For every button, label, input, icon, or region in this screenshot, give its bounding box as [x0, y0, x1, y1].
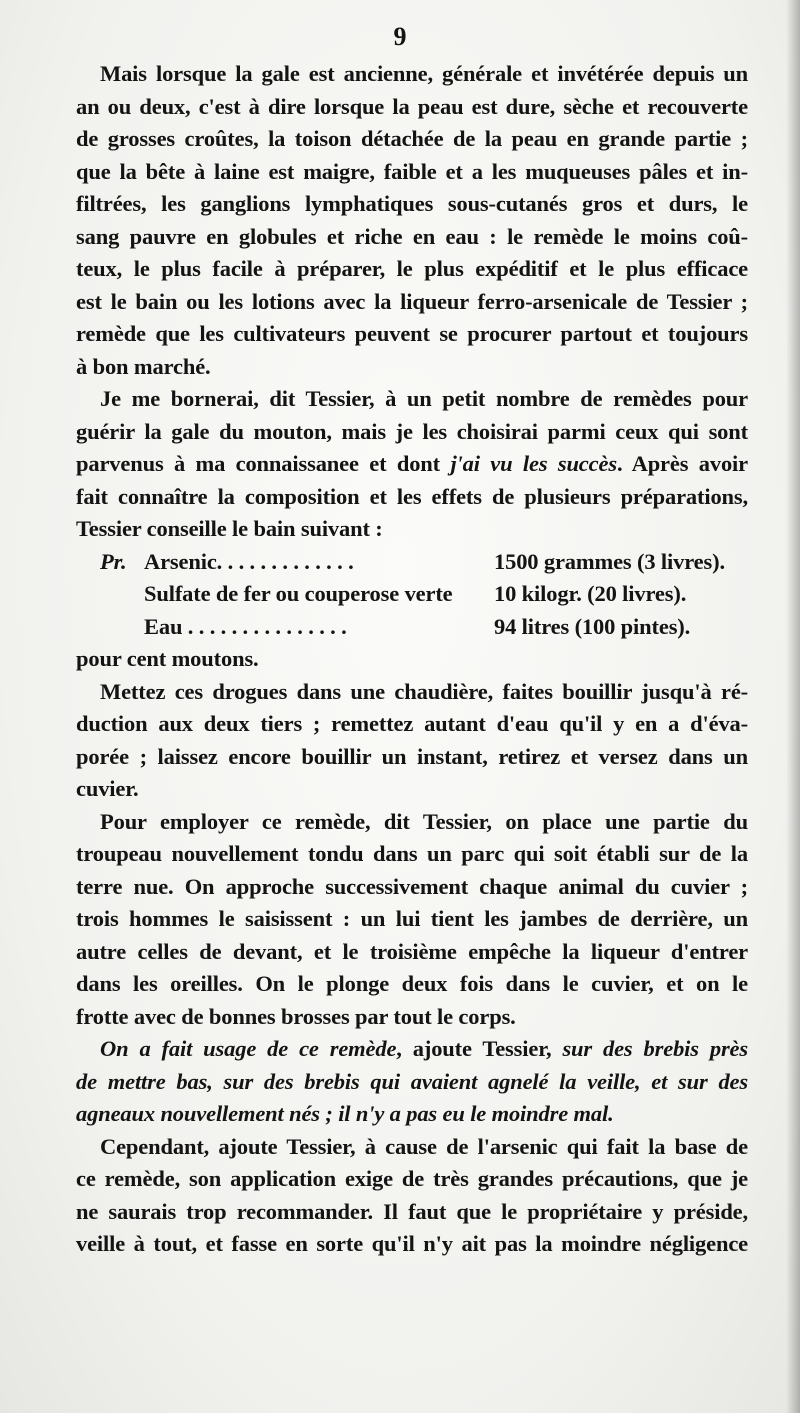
text-line — [76, 448, 748, 481]
text-segment: . Après avoir — [616, 451, 748, 476]
recipe-item: Eau . . . . . . . . . . . . . . . — [144, 613, 347, 639]
text-line — [76, 1033, 748, 1066]
paragraph-6 — [76, 1131, 748, 1261]
recipe-list — [76, 546, 748, 676]
recipe-amount: 1500 grammes (3 livres). — [494, 548, 725, 574]
text-segment: , ajoute Tessier, — [396, 1036, 563, 1061]
text-line: remède que les cultivateurs peuvent se procurer partout et toujours — [76, 321, 748, 346]
text-line: terre nue. On approche successivement chaque animal du cuvier ; — [76, 873, 748, 899]
text-line: trois hommes le saisissent : un lui tient les jambes de derrière, un — [76, 906, 748, 931]
recipe-amount: 10 kilogr. (20 livres). — [494, 581, 687, 606]
text-line: Mettez ces drogues dans une chaudière, faites bouillir jusqu'à ré- — [100, 678, 748, 704]
page-number: 9 — [393, 22, 407, 51]
text-line: Pour employer ce remède, dit Tessier, on place une partie du — [100, 808, 748, 834]
paragraph-1 — [76, 58, 748, 383]
text-line: filtrées, les ganglions lymphatiques sous-cutanés gros et durs, le — [76, 191, 748, 216]
body-text — [76, 58, 748, 1261]
italic-phrase: j'ai vu les succès — [450, 451, 617, 476]
text-line: duction aux deux tiers ; remettez autant d'eau qu'il y en a d'éva- — [76, 711, 748, 736]
recipe-row — [76, 611, 748, 644]
text-line: que la bête à laine est maigre, faible et a les muqueuses pâles et in- — [76, 158, 748, 184]
recipe-row — [76, 578, 748, 611]
recipe-row — [76, 546, 748, 579]
text-line: ce remède, son application exige de très grandes précautions, que je — [76, 1166, 748, 1191]
text-line: frotte avec de bonnes brosses par tout le corps. — [76, 1003, 516, 1029]
text-line: cuvier. — [76, 776, 139, 801]
italic-phrase: On a fait usage de ce remède — [100, 1036, 397, 1061]
paragraph-4 — [76, 806, 748, 1034]
text-line: autre celles de devant, et le troisième empêche la liqueur d'entrer — [76, 938, 748, 964]
text-line: an ou deux, c'est à dire lorsque la peau est dure, sèche et recouverte — [76, 93, 748, 119]
recipe-footer: pour cent moutons. — [76, 646, 259, 671]
text-line: troupeau nouvellement tondu dans un parc qui soit établi sur de la — [76, 841, 748, 866]
text-segment: parvenus à ma connaissanee et dont — [76, 451, 451, 476]
text-line: agneaux nouvellement nés ; il n'y a pas eu le moindre mal. — [76, 1101, 614, 1126]
recipe-item: Arsenic. . . . . . . . . . . . . — [144, 548, 354, 574]
text-line: teux, le plus facile à préparer, le plus expéditif et le plus efficace — [76, 256, 748, 281]
recipe-item: Sulfate de fer ou couperose verte — [144, 581, 453, 606]
text-line: veille à tout, et fasse en sorte qu'il n'y ait pas la moindre négligence — [76, 1231, 748, 1256]
text-line: à bon marché. — [76, 353, 211, 379]
paragraph-3 — [76, 676, 748, 806]
italic-phrase: sur des brebis près — [562, 1036, 749, 1061]
text-line: Mais lorsque la gale est ancienne, générale et invétérée depuis un — [100, 61, 748, 86]
recipe-prefix: Pr. — [100, 548, 127, 574]
text-line: sang pauvre en globules et riche en eau : le remède le moins coû- — [76, 223, 748, 249]
recipe-amount: 94 litres (100 pintes). — [494, 613, 691, 639]
text-line: de grosses croûtes, la toison détachée de la peau en grande partie ; — [76, 126, 748, 151]
page-edge-shadow — [786, 0, 800, 1413]
paragraph-2 — [76, 383, 748, 546]
text-line: de mettre bas, sur des brebis qui avaient agnelé la veille, et sur des — [76, 1068, 748, 1094]
text-line: ne saurais trop recommander. Il faut que le propriétaire y préside, — [76, 1198, 748, 1224]
paragraph-5 — [76, 1033, 748, 1131]
text-line: dans les oreilles. On le plonge deux fois dans le cuvier, et on le — [76, 971, 748, 996]
text-line: Tessier conseille le bain suivant : — [76, 516, 383, 541]
text-line: est le bain ou les lotions avec la liqueur ferro-arsenicale de Tessier ; — [76, 288, 748, 314]
text-line: Cependant, ajoute Tessier, à cause de l'arsenic qui fait la base de — [100, 1133, 748, 1159]
text-line: Je me bornerai, dit Tessier, à un petit nombre de remèdes pour — [100, 386, 748, 411]
text-line: fait connaître la composition et les effets de plusieurs préparations, — [76, 483, 748, 509]
text-line: guérir la gale du mouton, mais je les choisirai parmi ceux qui sont — [76, 418, 748, 444]
text-line: porée ; laissez encore bouillir un instant, retirez et versez dans un — [76, 743, 748, 769]
